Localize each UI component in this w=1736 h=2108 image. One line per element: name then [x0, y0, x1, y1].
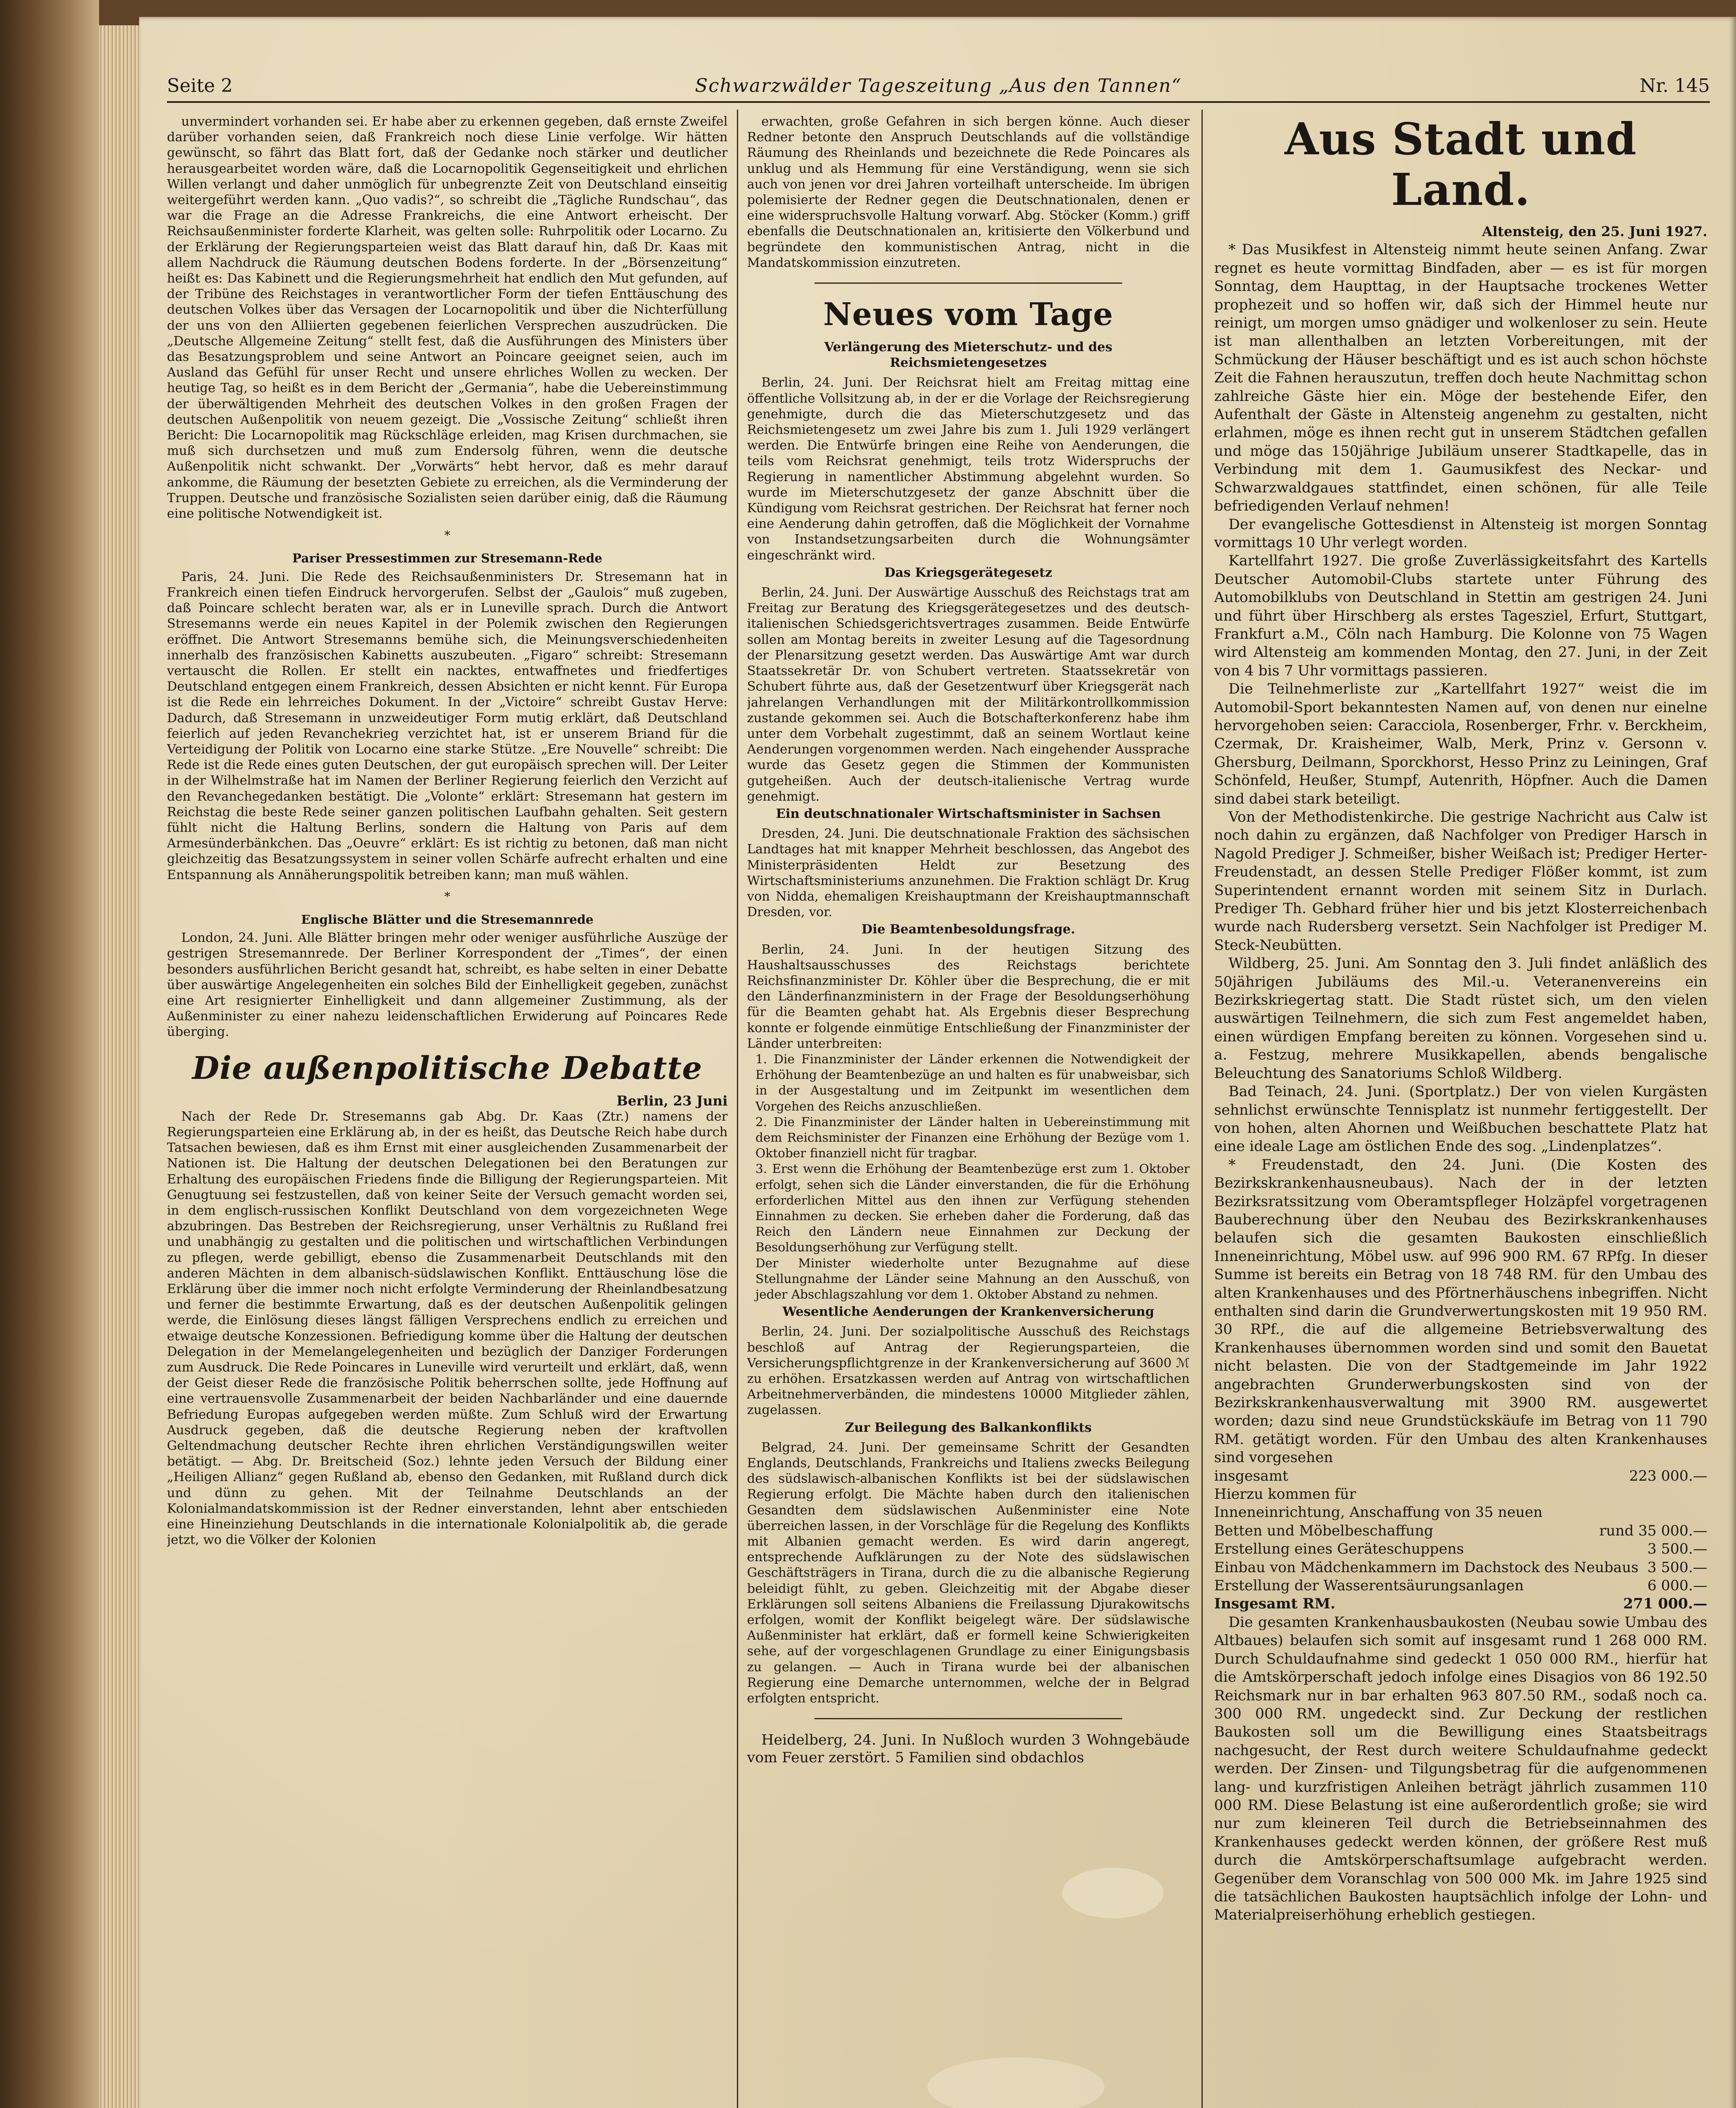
- article-paragraph: Die gesamten Krankenhausbaukosten (Neubau sowie Umbau des Altbaues) belaufen sich somit auf insgesamt rund 1 268 000 RM. Durch Schuldaufnahme sind gedeckt 1 050 000 RM., hierfür hat die Amtskörperschaft jedoch infolge eines Disagios von 86 192.50 Reichsmark nur in bar erhalten 963 807.50 RM., sodaß noch ca. 300 000 RM. ungedeckt sind. Zur Deckung der restlichen Baukosten soll um die Bewilligung eines Staatsbeitrags nachgesucht, der Rest durch weitere Schuldaufnahme gedeckt werden. Der Zinsen- und Tilgungsbetrag für die aufgenommenen lang- und kurzfristigen Anleihen beträgt jährlich zusammen 110 000 RM. Diese Belastung ist eine außerordentlich große; sie wird nur zum kleineren Teil durch die Betriebseinnahmen des Krankenhauses gedeckt werden können, der größere Rest muß durch die Amtskörperschaftsumlage aufgebracht werden. Gegenüber dem Voranschlag von 500 000 Mk. im Jahre 1925 sind die tatsächlichen Baukosten hauptsächlich infolge der Lohn- und Materialpreiserhöhung erheblich gestiegen.: [1214, 1613, 1707, 1924]
- dateline: Altensteig, den 25. Juni 1927.: [1482, 223, 1707, 239]
- column-left: [167, 114, 728, 2108]
- article-heading: Wesentliche Aenderungen der Krankenversicherung: [782, 1304, 1154, 1320]
- cost-row: insgesamt 223 000.—: [1214, 1467, 1707, 1484]
- article-paragraph: Dresden, 24. Juni. Die deutschnationale Fraktion des sächsischen Landtages hat mit knapper Mehrheit beschlossen, das Angebot des Ministerpräsidenten Heldt zur Besetzung des Wirtschaftsministeriums anzunehmen. Die Fraktion schlägt Dr. Krug von Nidda, ehemaligen Kreishauptmann der Kreishauptmannschaft Dresden, vor.: [747, 826, 1190, 920]
- column-right: [1214, 114, 1707, 2108]
- article-paragraph: Berlin, 24. Juni. Der Reichsrat hielt am Freitag mittag eine öffentliche Vollsitzung ab, in der er die Vorlage der Reichsregierung genehmigte, durch die das Mieterschutzgesetz und das Reichsmietengesetz um zwei Jahre bis zum 1. Juli 1929 verlängert werden. Die Entwürfe bringen eine Reihe von Aenderungen, die teils vom Reichsrat genehmigt, teils trotz Widerspruchs der Regierung in namentlicher Abstimmung abgelehnt wurden. So wurde im Mieterschutzgesetz der ganze Abschnitt über die Kündigung vom Reichsrat gestrichen. Der Reichsrat hat ferner noch eine Aenderung dahin getroffen, daß die Möglichkeit der Vornahme von Instandsetzungsarbeiten durch die Wohnungsämter eingeschränkt wird.: [747, 375, 1190, 563]
- cost-row: Hierzu kommen für: [1214, 1486, 1356, 1503]
- article-heading: Verlängerung des Mieterschutz- und des Reichsmietengesetzes: [824, 340, 1113, 371]
- running-head: [167, 72, 1710, 103]
- article-paragraph: London, 24. Juni. Alle Blätter bringen mehr oder weniger ausführliche Auszüge der gestrigen Stresemannrede. Der Berliner Korrespondent der „Times“, der einen besonders ausführlichen Bericht gesandt hat, schreibt, es habe selten in einer Debatte über auswärtige Angelegenheiten ein solches Bild der Einhelligkeit gegeben, zunächst eine Art resignierter Einhelligkeit und dann allgemeiner Zustimmung, als der Außenminister zu einer nahezu leidenschaftlichen Erwiderung auf Poincares Rede überging.: [167, 930, 728, 1040]
- newspaper-title: Schwarzwälder Tageszeitung „Aus den Tannen“: [695, 75, 1182, 97]
- cost-total: Insgesamt RM. 271 000.—: [1214, 1595, 1707, 1613]
- separator-star: *: [444, 889, 450, 903]
- article-paragraph: Berlin, 24. Juni. Der sozialpolitische Ausschuß des Reichstags beschloß auf Antrag der Regierungsparteien, die Versicherungspflichtgrenze in der Krankenversicherung auf 3600 ℳ zu erhöhen. Ersatzkassen werden auf Antrag von wirtschaftlichen Arbeitnehmerverbänden, die mindestens 10000 Mitglieder zählen, zugelassen.: [747, 1324, 1190, 1418]
- numbered-point: 3. Erst wenn die Erhöhung der Beamtenbezüge erst zum 1. Oktober erfolgt, sehen sich die Länder einverstanden, die für die Erhöhung erforderlichen Mittel aus den ihnen zur Verfügung stehenden Einnahmen zu decken. Sie erheben daher die Forderung, daß das Reich den Ländern neue Einnahmen zur Deckung der Besoldungserhöhung zur Verfügung stellt.: [755, 1162, 1190, 1255]
- article-paragraph: unvermindert vorhanden sei. Er habe aber zu erkennen gegeben, daß ernste Zweifel darüber vorhanden seien, daß Frankreich noch diese Linie verfolge. Wir hätten gewünscht, so fährt das Blatt fort, daß der Gedanke noch stärker und deutlicher herausgearbeitet worden wäre, daß die Locarnopolitik Gegenseitigkeit und ehrlichen Willen verlangt und daher unmöglich für unbegrenzte Zeit von Deutschland einseitig weitergeführt werden kann. „Quo vadis?“, so schreibt die „Tägliche Rundschau“, das war die Frage an die Adresse Frankreichs, die eine Antwort erheischt. Der Reichsaußenminister forderte Klarheit, was gelten solle: Ruhrpolitik oder Locarno. Zu der Erklärung der Regierungsparteien weist das Blatt darauf hin, daß Dr. Kaas mit allem Nachdruck die Räumung deutschen Bodens forderte. In der „Börsenzeitung“ heißt es: Das Kabinett und die Regierungsmehrheit hat endlich den Mut gefunden, auf der Tribüne des Reichstages in verantwortlicher Form der tiefen Enttäuschung des deutschen Volkes über das Versagen der Locarnopolitik und über die Nichterfüllung der uns von den Alliierten gegebenen feierlichen Versprechen auszudrücken. Die „Deutsche Allgemeine Zeitung“ stellt fest, daß die Ausführungen des Ministers über das Besatzungsproblem und seine Antwort an Poincare geeignet seien, auch im Ausland das Gefühl für unser Recht und unsere ehrliches Wollen zu wecken. Der heutige Tag, so heißt es in dem Bericht der „Germania“, habe die Uebereinstimmung der überwältigenden Mehrheit des deutschen Volkes in den großen Fragen der deutschen Außenpolitik von neuem gezeigt. Die „Vossische Zeitung“ schließt ihren Bericht: Die Locarnopolitik mag Rückschläge erleiden, mag Krisen durchmachen, sie muß sich durchsetzen und muß zum Endersolg führen, wenn die deutsche Außenpolitik nicht schwankt. Der „Vorwärts“ hebt hervor, daß es mehr darauf ankomme, die Räumung der besetzten Gebiete zu erreichen, als die Verminderung der Truppen. Deutsche und französische Sozialisten seien darüber einig, daß die Räumung eine politische Notwendigkeit ist.: [167, 114, 728, 522]
- article-heading: Das Kriegsgerätegesetz: [884, 565, 1053, 580]
- cost-row: Inneneinrichtung, Anschaffung von 35 neuen: [1214, 1504, 1543, 1521]
- column-rule: [1201, 110, 1203, 2108]
- article-paragraph: Der evangelische Gottesdienst in Altensteig ist morgen Sonntag vormittags 10 Uhr verlegt worden.: [1214, 516, 1707, 551]
- article-paragraph: Paris, 24. Juni. Die Rede des Reichsaußenministers Dr. Stresemann hat in Frankreich einen tiefen Eindruck hervorgerufen. Selbst der „Gaulois“ muß zugeben, daß Poincare schlecht beraten war, als er in Luneville sprach. Durch die Antwort Stresemanns werde ein neues Kapitel in der Polemik zwischen den Regierungen eröffnet. Die Antwort Stresemanns bemühe sich, die Meinungsverschiedenheiten innerhalb des französischen Kabinetts auszubeuten. „Figaro“ schreibt: Stresemann vertauscht die Rollen. Er stellt ein nacktes, entwaffnetes und friedfertiges Deutschland entgegen einem Frankreich, dessen Absichten er nicht kennt. Für Europa ist die Rede ein lehrreiches Dokument. In der „Victoire“ schreibt Gustav Herve: Dadurch, daß Stresemann in unzweideutiger Form mutig erklärt, daß Deutschland feierlich auf jeden Revanchekrieg verzichtet hat, ist er unserem Briand für die Verteidigung der Politik von Locarno eine starke Stütze. „Ere Nouvelle“ schreibt: Die Rede ist die Rede eines guten Deutschen, der gut europäisch sprechen will. Der Leiter in der Wilhelmstraße hat im Namen der Berliner Regierung feierlich den Verzicht auf den Revanchegedanken bestätigt. Die „Volonte“ erklärt: Stresemann hat gestern im Reichstag die beste Rede seiner ganzen politischen Laufbahn gehalten. Seit gestern fühlt nicht die Haltung Berlins, sondern die Haltung von Paris auf dem Armesünderbänkchen. Das „Oeuvre“ erklärt: Es ist richtig zu betonen, daß man nicht gleichzeitig das Besatzungssystem in seiner vollen Schärfe aufrecht erhalten und eine Entspannung als Annäherungspolitik betreiben kann; man muß wählen.: [167, 569, 728, 882]
- book-binding: [0, 0, 99, 2108]
- section-headline: Neues vom Tage: [823, 296, 1114, 333]
- cost-table: [1214, 1467, 1707, 1613]
- column-rule: [737, 110, 738, 2108]
- issue-number: Nr. 145: [1639, 75, 1710, 97]
- cost-row: Erstellung eines Geräteschuppens 3 500.—: [1214, 1541, 1707, 1558]
- section-divider: [814, 1718, 1122, 1719]
- column-middle: [747, 114, 1190, 2108]
- article-heading: Englische Blätter und die Stresemannrede: [301, 912, 594, 927]
- article-paragraph: Wildberg, 25. Juni. Am Sonntag den 3. Juli findet anläßlich des 50jährigen Jubiläums des Mil.-u. Veteranenvereins ein Bezirkskriegertag statt. Die Stadt rüstet sich, um den vielen auswärtigen Teilnehmern, die sich zum Fest angemeldet haben, einen würdigen Empfang bereiten zu können. Vorgesehen sind u. a. Festzug, mehrere Musikkapellen, abends bengalische Beleuchtung des Sanatoriums Schloß Wildberg.: [1214, 955, 1707, 1082]
- article-paragraph: Belgrad, 24. Juni. Der gemeinsame Schritt der Gesandten Englands, Deutschlands, Frankreichs und Italiens zwecks Beilegung des südslawisch-albanischen Konflikts ist bei der südslawischen Regierung erfolgt. Die Mächte haben durch den italienischen Gesandten dem südslawischen Außenminister eine Note überreichen lassen, in der Vorschläge für die Regelung des Konflikts mit Albanien gemacht werden. Es wird darin angeregt, entsprechende Aufklärungen zu der Note des südslawischen Geschäftsträgers in Tirana, durch die zu die albanische Regierung beleidigt fühlt, zu geben. Gleichzeitig mit der Abgabe dieser Erklärungen soll seitens Albaniens die Freilassung Djurakowitschs erfolgen, womit der Konflikt beigelegt wäre. Der südslawische Außenminister hat erklärt, daß er formell keine Schwierigkeiten sehe, auf der vorgeschlagenen Grundlage zu einer Einigungsbasis zu gelangen. — Auch in Tirana wurde bei der albanischen Regierung eine Demarche unternommen, welche der in Belgrad erfolgten entspricht.: [747, 1440, 1190, 1706]
- local-news-masthead: Aus Stadt und Land.: [1285, 114, 1637, 215]
- numbered-point: 2. Die Finanzminister der Länder halten in Uebereinstimmung mit dem Reichsminister der Finanzen eine Erhöhung der Bezüge vom 1. Oktober finanziell nicht für tragbar.: [755, 1114, 1190, 1161]
- article-paragraph: * Das Musikfest in Altensteig nimmt heute seinen Anfang. Zwar regnet es heute vormittag Bindfaden, aber — es ist für morgen Sonntag, dem Haupttag, in der Hauptsache trockenes Wetter prophezeit und so hoffen wir, daß sich der Himmel heute nur reinigt, um morgen umso gnädiger und wolkenloser zu sein. Heute ist man allenthalben an letzten Vorbereitungen, mit der Schmückung der Häuser beschäftigt und es ist auch schon höchste Zeit die Fahnen herauszutun, treffen doch heute Nachmittag schon zahlreiche Gäste hier ein. Möge der bestehende Eifer, den Aufenthalt der Gäste in Altensteig angenehm zu gestalten, nicht erlahmen, möge es ihnen recht gut in unserem Städtchen gefallen und möge das 150jährige Jubiläum unserer Stadtkapelle, das in Verbindung mit dem 1. Gaumusikfest des Neckar- und Schwarzwaldgaues stattfindet, einen schönen, für alle Teile befriedigenden Verlauf nehmen!: [1214, 241, 1707, 515]
- numbered-point: Der Minister wiederholte unter Bezugnahme auf diese Stellungnahme der Länder seine Mahnung an den Ausschuß, von jeder Abschlagszahlung vor dem 1. Oktober Abstand zu nehmen.: [755, 1256, 1190, 1302]
- article-heading: Die Beamtenbesoldungsfrage.: [861, 922, 1075, 937]
- article-paragraph: Kartellfahrt 1927. Die große Zuverlässigkeitsfahrt des Kartells Deutscher Automobil-Clubs startete unter Führung des Automobilklubs von Deutschland in Stettin am gestrigen 24. Juni und führt über Hirschberg als erstes Tagesziel, Erfurt, Stuttgart, Frankfurt a.M., Cöln nach Hamburg. Die Kolonne von 75 Wagen wird Altensteig am kommenden Montag, den 27. Juni, in der Zeit von 4 bis 7 Uhr vormittags passieren.: [1214, 552, 1707, 679]
- article-paragraph: erwachten, große Gefahren in sich bergen könne. Auch dieser Redner betonte den Anspruch Deutschlands auf die vollständige Räumung des Rheinlands und bezeichnete die Rede Poincares als unklug und als Hemmung für eine Verständigung, wenn sie sich auch von jenen vor drei Jahren vorteilhaft unterscheide. Im übrigen polemisierte der Redner gegen die Deutschnationalen, denen er eine widerspruchsvolle Haltung vorwarf. Abg. Stöcker (Komm.) griff ebenfalls die Deutschnationalen an, kritisierte den Völkerbund und begründete den kommunistischen Antrag, nicht in die Mandatskommission einzutreten.: [747, 114, 1190, 270]
- article-paragraph: Die Teilnehmerliste zur „Kartellfahrt 1927“ weist die im Automobil-Sport bekanntesten Namen auf, von denen nur einelne hervorgehoben seien: Caracciola, Rosenberger, Frhr. v. Berckheim, Czermak, Dr. Kraisheimer, Walb, Merk, Prinz v. Gersonn v. Ghersburg, Deilmann, Sporckhorst, Hesso Prinz zu Leiningen, Graf Schönfeld, Heußer, Stumpf, Autenrith, Höpfner. Auch die Damen sind dabei stark beteiligt.: [1214, 680, 1707, 807]
- article-heading: Ein deutschnationaler Wirtschaftsminister in Sachsen: [776, 806, 1161, 821]
- article-paragraph: Heidelberg, 24. Juni. In Nußloch wurden 3 Wohngebäude vom Feuer zerstört. 5 Familien sind obdachlos: [747, 1732, 1190, 1767]
- numbered-point: 1. Die Finanzminister der Länder erkennen die Notwendigkeit der Erhöhung der Beamtenbezüge an und halten es für unabweisbar, sich in der Ausgestaltung und im Zeitpunkt im wesentlichen dem Vorgehen des Reichs anzuschließen.: [755, 1051, 1190, 1113]
- article-paragraph: * Freudenstadt, den 24. Juni. (Die Kosten des Bezirkskrankenhausneubaus). Nach der in der letzten Bezirksratssitzung vom Oberamtspfleger Holzäpfel vorgetragenen Bauberechnung über den Neubau des Bezirkskrankenhauses belaufen sich die gesamten Baukosten einschließlich Inneneinrichtung, Möbel usw. auf 996 900 RM. 67 RPfg. In dieser Summe ist bereits ein Betrag von 18 748 RM. für den Umbau des alten Krankenhauses und des Pförtnerhäuschens inbegriffen. Nicht enthalten sind darin die Grundverwertungskosten mit 19 950 RM. 30 RPf., die auf die allgemeine Betriebsverwaltung des Krankenhauses übernommen worden sind und somit den Bauetat nicht belasten. Die von der Stadtgemeinde im Jahr 1922 angebrachten Grunderwerbungskosten sind von der Bezirkskrankenhausverwaltung mit 3900 RM. ausgewertet worden; dazu sind neue Grundstückskäufe im Betrag von 11 790 RM. getätigt worden. Für den Umbau des alten Krankenhauses sind vorgesehen: [1214, 1156, 1707, 1466]
- section-headline: Die außenpolitische Debatte: [192, 1050, 703, 1086]
- section-divider: [814, 282, 1122, 284]
- separator-star: *: [444, 528, 450, 543]
- article-paragraph: Nach der Rede Dr. Stresemanns gab Abg. Dr. Kaas (Ztr.) namens der Regierungsparteien eine Erklärung ab, in der es heißt, das Deutsche Reich habe durch Tatsachen bewiesen, daß es ihm Ernst mit einer ausgleichenden Zusammenarbeit der Nationen ist. Die Haltung der deutschen Delegationen bei den Beratungen zur Erhaltung des europäischen Friedens finde die Billigung der Regierungsparteien. Mit Genugtuung sei festzustellen, daß von keiner Seite der Versuch gemacht worden sei, in dem englisch-russischen Konflikt Deutschland von dem vorgezeichneten Wege abzubringen. Das Bestreben der Reichsregierung, unser Verhältnis zu Rußland frei und unabhängig zu gestalten und die politischen und wirtschaftlichen Verbindungen zu pflegen, werde gebilligt, ebenso die Zusammenarbeit Deutschlands mit den anderen Mächten in dem albanisch-südslawischen Konflikt. Enttäuschung löse die Erklärung über die immer noch nicht erfolgte Verminderung der Rheinlandbesatzung und ferner die bestimmte Erwartung, daß es der deutschen Außenpolitik gelingen werde, die Einlösung dieses längst fälligen Versprechens endlich zu erreichen und etwaige deutsche Konzessionen. Befriedigung komme über die Haltung der deutschen Delegation in der Memelangelegenheiten und bezüglich der Danziger Forderungen zum Ausdruck. Die Rede Poincares in Luneville wird verurteilt und erklärt, daß, wenn der Geist dieser Rede die französische Politik beherrschen sollte, jede Hoffnung auf eine vertrauensvolle Zusammenarbeit der beiden Nachbarländer und eine dauernde Befriedung Europas aufgegeben werden müßte. Zum Schluß wird der Erwartung Ausdruck gegeben, daß die deutsche Regierung neben der kraftvollen Geltendmachung deutscher Rechte ihren ehrlichen Verständigungswillen weiter betätigt. — Abg. Dr. Breitscheid (Soz.) lehnte jeden Versuch der Bildung einer „Heiligen Allianz“ gegen Rußland ab, ebenso den Gedanken, mit Rußland durch dick und dünn zu gehen. Mit der Teilnahme Deutschlands an der Kolonialmandatskommission ist der Redner einverstanden, lehnt aber entschieden eine Hineinziehung Deutschlands in die internationale Kolonialpolitik ab, die gerade jetzt, wo die Völker der Kolonien: [167, 1109, 728, 1548]
- article-heading: Zur Beilegung des Balkankonflikts: [845, 1420, 1092, 1435]
- page-stack-edge: [99, 25, 139, 2108]
- article-paragraph: Berlin, 24. Juni. In der heutigen Sitzung des Haushaltsausschusses des Reichstags berichtete Reichsfinanzminister Dr. Köhler über die Besprechung, die er mit den Länderfinanzministern in der Frage der Besoldungserhöhung für die Beamten gehabt hat. Als Ergebnis dieser Besprechung konnte er folgende einmütige Entschließung der Finanzminister der Länder unterbreiten:: [747, 942, 1190, 1051]
- dateline: Berlin, 23 Juni: [616, 1092, 728, 1109]
- article-paragraph: Bad Teinach, 24. Juni. (Sportplatz.) Der von vielen Kurgästen sehnlichst erwünschte Tennisplatz ist nunmehr fertiggestellt. Der von hohen, alten Ahornen und Weißbuchen beschattete Platz hat eine ideale Lage am östlichen Ende des sog. „Lindenplatzes“.: [1214, 1083, 1707, 1155]
- page-number: Seite 2: [167, 75, 233, 97]
- article-paragraph: Berlin, 24. Juni. Der Auswärtige Ausschuß des Reichstags trat am Freitag zur Beratung des Kriegsgerätegesetzes und des deutsch-italienischen Schiedsgerichtsvertrages zusammen. Beide Entwürfe sollen am Montag bereits in zweiter Lesung auf die Tagesordnung der Plenarsitzung gesetzt werden. Das Auswärtige Amt war durch Staatssekretär Dr. von Schubert vertreten. Staatssekretär von Schubert führte aus, daß der Gesetzentwurf über Kriegsgerät nach jahrelangen Verhandlungen mit der Militärkontrollkommission zustande gekommen sei. Auch die Botschafterkonferenz habe ihm unter dem Vorbehalt zugestimmt, daß an seinem Wortlaut keine Aenderungen vorgenommen werden. Nach eingehender Aussprache wurde das Gesetz gegen die Stimmen der Kommunisten gutgeheißen. Auch der deutsch-italienische Vertrag wurde genehmigt.: [747, 585, 1190, 804]
- cost-row: Einbau von Mädchenkammern im Dachstock des Neubaus 3 500.—: [1214, 1559, 1707, 1576]
- cost-row: Erstellung der Wasserentsäurungsanlagen 6 000.—: [1214, 1577, 1707, 1594]
- cost-row: Betten und Möbelbeschaffung rund 35 000.—: [1214, 1522, 1707, 1539]
- article-paragraph: Von der Methodistenkirche. Die gestrige Nachricht aus Calw ist noch dahin zu ergänzen, daß Nachfolger von Prediger Harsch in Nagold Prediger J. Schmeißer, bisher Weißach ist; Prediger Herter-Freudenstadt, an dessen Stelle Prediger Flößer kommt, ist zum Superintendent ernannt worden mit seinem Sitz in Durlach. Prediger Th. Gebhard früher hier und bis jetzt Klosterreichenbach wurde nach Rudersberg versetzt. Sein Nachfolger ist Prediger M. Steck-Neubütten.: [1214, 809, 1707, 954]
- article-heading: Pariser Pressestimmen zur Stresemann-Rede: [292, 551, 602, 566]
